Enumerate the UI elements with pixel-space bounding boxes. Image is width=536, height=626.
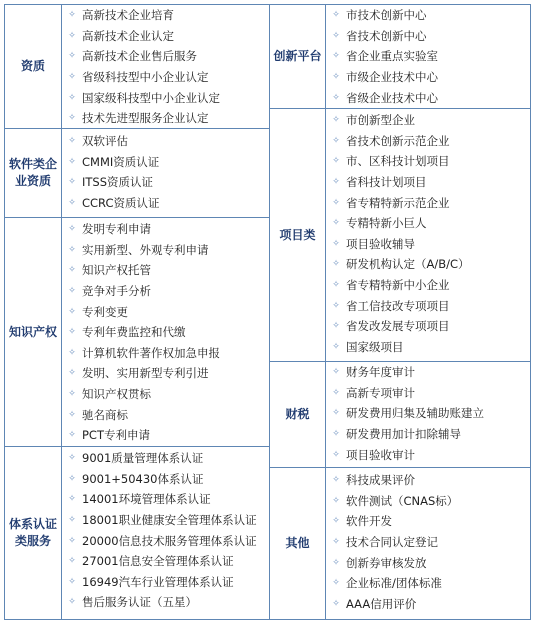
list-item: ✧ 市创新型企业 <box>326 110 470 131</box>
category-software: 软件类企业资质 <box>8 157 57 188</box>
list-item: ✧ 省技术创新中心 <box>326 26 438 47</box>
list-item: ✧ 省级企业技术中心 <box>326 87 438 108</box>
diamond-star-icon: ✧ <box>68 286 76 297</box>
diamond-star-icon: ✧ <box>68 10 76 21</box>
list-item: ✧ CMMI资质认证 <box>62 152 160 173</box>
list-item: ✧ 专利变更 <box>62 301 220 322</box>
diamond-star-icon: ✧ <box>68 198 76 209</box>
diamond-star-icon: ✧ <box>68 430 76 441</box>
diamond-star-icon: ✧ <box>68 92 76 103</box>
diamond-star-icon: ✧ <box>68 453 76 464</box>
diamond-star-icon: ✧ <box>332 30 340 41</box>
diamond-star-icon: ✧ <box>332 92 340 103</box>
diamond-star-icon: ✧ <box>68 224 76 235</box>
list-item: ✧ 知识产权贯标 <box>62 384 220 405</box>
diamond-star-icon: ✧ <box>68 327 76 338</box>
list-item: ✧ 研发费用加计扣除辅导 <box>326 424 484 445</box>
diamond-star-icon: ✧ <box>332 516 340 527</box>
diamond-star-icon: ✧ <box>68 368 76 379</box>
list-item: ✧ 18001职业健康安全管理体系认证 <box>62 510 257 531</box>
list-item: ✧ 国家级科技型中小企业认定 <box>62 87 220 108</box>
diamond-star-icon: ✧ <box>332 135 340 146</box>
diamond-star-icon: ✧ <box>332 300 340 311</box>
diamond-star-icon: ✧ <box>332 449 340 460</box>
category-system-cert: 体系认证类服务 <box>8 517 57 548</box>
diamond-star-icon: ✧ <box>68 515 76 526</box>
diamond-star-icon: ✧ <box>68 30 76 41</box>
list-item: ✧ 16949汽车行业管理体系认证 <box>62 572 257 593</box>
diamond-star-icon: ✧ <box>68 113 76 124</box>
list-item: ✧ 科技成果评价 <box>326 470 458 491</box>
list-item: ✧ 省专精特新示范企业 <box>326 192 470 213</box>
diamond-star-icon: ✧ <box>332 10 340 21</box>
category-qualification: 资质 <box>20 59 45 73</box>
list-item: ✧ 双软评估 <box>62 131 160 152</box>
diamond-star-icon: ✧ <box>68 51 76 62</box>
diamond-star-icon: ✧ <box>68 535 76 546</box>
diamond-star-icon: ✧ <box>332 429 340 440</box>
list-item: ✧ 研发机构认定（A/B/C） <box>326 254 470 275</box>
list-item: ✧ 国家级项目 <box>326 337 470 358</box>
category-other: 其他 <box>285 536 310 550</box>
list-item: ✧ 项目验收辅导 <box>326 234 470 255</box>
list-item: ✧ 省技术创新示范企业 <box>326 131 470 152</box>
category-projects: 项目类 <box>279 227 316 242</box>
list-item: ✧ 高新技术企业培育 <box>62 5 220 26</box>
diamond-star-icon: ✧ <box>332 387 340 398</box>
list-item: ✧ 9001+50430体系认证 <box>62 469 257 490</box>
list-item: ✧ 研发费用归集及辅助账建立 <box>326 403 484 424</box>
diamond-star-icon: ✧ <box>68 347 76 358</box>
diamond-star-icon: ✧ <box>68 556 76 567</box>
list-item: ✧ 省企业重点实验室 <box>326 46 438 67</box>
category-finance-tax: 财税 <box>285 407 310 421</box>
list-item: ✧ 省科技计划项目 <box>326 172 470 193</box>
platform-list <box>326 5 438 108</box>
list-item: ✧ 发明、实用新型专利引进 <box>62 363 220 384</box>
diamond-star-icon: ✧ <box>68 597 76 608</box>
list-item: ✧ 计算机软件著作权加急申报 <box>62 343 220 364</box>
diamond-star-icon: ✧ <box>332 177 340 188</box>
diamond-star-icon: ✧ <box>68 265 76 276</box>
diamond-star-icon: ✧ <box>332 115 340 126</box>
diamond-star-icon: ✧ <box>68 156 76 167</box>
list-item: ✧ 实用新型、外观专利申请 <box>62 240 220 261</box>
list-item: ✧ 软件开发 <box>326 511 458 532</box>
diamond-star-icon: ✧ <box>68 473 76 484</box>
diamond-star-icon: ✧ <box>332 72 340 83</box>
projects-list <box>326 110 470 357</box>
list-item: ✧ 竞争对手分析 <box>62 281 220 302</box>
list-item: ✧ AAA信用评价 <box>326 594 458 615</box>
list-item: ✧ 省级科技型中小企业认定 <box>62 67 220 88</box>
list-item: ✧ PCT专利申请 <box>62 425 220 446</box>
list-item: ✧ 高新技术企业售后服务 <box>62 46 220 67</box>
diamond-star-icon: ✧ <box>68 244 76 255</box>
category-ip: 知识产权 <box>8 324 57 339</box>
diamond-star-icon: ✧ <box>68 389 76 400</box>
list-item: ✧ CCRC资质认证 <box>62 193 160 214</box>
list-item: ✧ 9001质量管理体系认证 <box>62 448 257 469</box>
diamond-star-icon: ✧ <box>68 409 76 420</box>
category-platform: 创新平台 <box>273 49 322 63</box>
services-table <box>4 4 531 620</box>
diamond-star-icon: ✧ <box>332 218 340 229</box>
diamond-star-icon: ✧ <box>332 321 340 332</box>
list-item: ✧ 专利年费监控和代缴 <box>62 322 220 343</box>
list-item: ✧ 技术合同认定登记 <box>326 532 458 553</box>
list-item: ✧ 发明专利申请 <box>62 219 220 240</box>
list-item: ✧ 知识产权托管 <box>62 260 220 281</box>
diamond-star-icon: ✧ <box>68 136 76 147</box>
finance-tax-list <box>326 362 484 465</box>
system-cert-list <box>62 448 257 613</box>
ip-list <box>62 219 220 446</box>
list-item: ✧ ITSS资质认证 <box>62 172 160 193</box>
diamond-star-icon: ✧ <box>332 557 340 568</box>
list-item: ✧ 售后服务认证（五星） <box>62 592 257 613</box>
diamond-star-icon: ✧ <box>332 578 340 589</box>
list-item: ✧ 项目验收审计 <box>326 444 484 465</box>
list-item: ✧ 省发改发展专项项目 <box>326 316 470 337</box>
other-list <box>326 470 458 614</box>
list-item: ✧ 27001信息安全管理体系认证 <box>62 551 257 572</box>
list-item: ✧ 市、区科技计划项目 <box>326 151 470 172</box>
diamond-star-icon: ✧ <box>332 367 340 378</box>
diamond-star-icon: ✧ <box>332 598 340 609</box>
diamond-star-icon: ✧ <box>68 177 76 188</box>
diamond-star-icon: ✧ <box>332 537 340 548</box>
list-item: ✧ 市技术创新中心 <box>326 5 438 26</box>
diamond-star-icon: ✧ <box>68 494 76 505</box>
diamond-star-icon: ✧ <box>332 341 340 352</box>
diamond-star-icon: ✧ <box>68 306 76 317</box>
list-item: ✧ 高新技术企业认定 <box>62 26 220 47</box>
list-item: ✧ 市级企业技术中心 <box>326 67 438 88</box>
list-item: ✧ 财务年度审计 <box>326 362 484 383</box>
diamond-star-icon: ✧ <box>332 280 340 291</box>
diamond-star-icon: ✧ <box>332 51 340 62</box>
list-item: ✧ 14001环境管理体系认证 <box>62 489 257 510</box>
diamond-star-icon: ✧ <box>332 495 340 506</box>
list-item: ✧ 软件测试（CNAS标） <box>326 491 458 512</box>
list-item: ✧ 创新券审核发放 <box>326 552 458 573</box>
diamond-star-icon: ✧ <box>68 576 76 587</box>
list-item: ✧ 省工信技改专项项目 <box>326 295 470 316</box>
diamond-star-icon: ✧ <box>332 408 340 419</box>
diamond-star-icon: ✧ <box>332 156 340 167</box>
diamond-star-icon: ✧ <box>332 197 340 208</box>
software-list <box>62 131 160 213</box>
diamond-star-icon: ✧ <box>332 238 340 249</box>
list-item: ✧ 技术先进型服务企业认定 <box>62 108 220 129</box>
list-item: ✧ 20000信息技术服务管理体系认证 <box>62 530 257 551</box>
list-item: ✧ 高新专项审计 <box>326 383 484 404</box>
list-item: ✧ 专精特新小巨人 <box>326 213 470 234</box>
list-item: ✧ 企业标准/团体标准 <box>326 573 458 594</box>
list-item: ✧ 驰名商标 <box>62 404 220 425</box>
diamond-star-icon: ✧ <box>332 475 340 486</box>
diamond-star-icon: ✧ <box>68 72 76 83</box>
qualification-list <box>62 5 220 129</box>
list-item: ✧ 省专精特新中小企业 <box>326 275 470 296</box>
diamond-star-icon: ✧ <box>332 259 340 270</box>
